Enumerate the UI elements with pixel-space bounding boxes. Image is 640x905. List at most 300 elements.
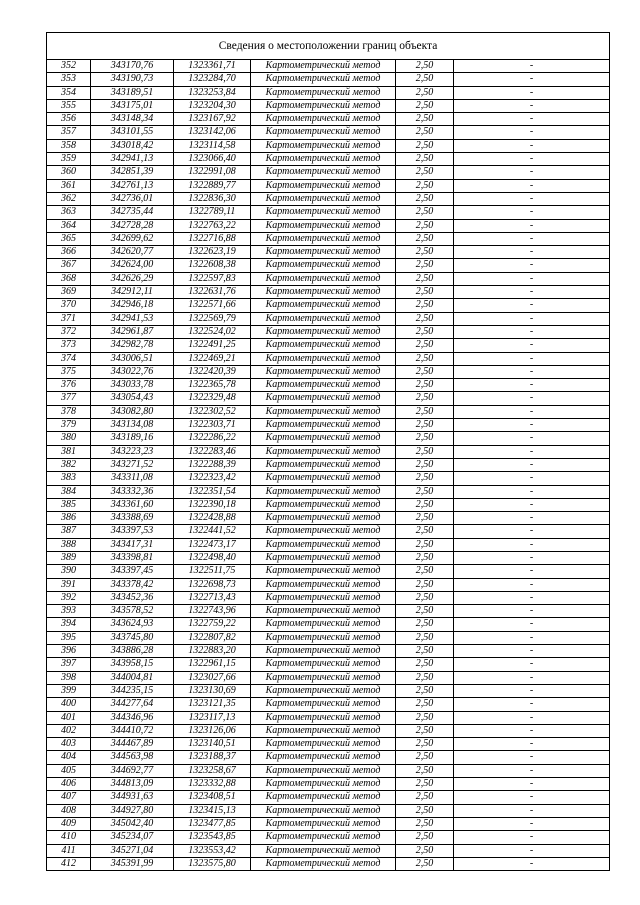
accuracy-cell: 2,50	[396, 512, 454, 525]
method-cell: Картометрический метод	[251, 179, 396, 192]
x-coordinate-cell: 342941,13	[91, 153, 174, 166]
point-number-cell: 400	[47, 698, 91, 711]
point-number-cell: 382	[47, 458, 91, 471]
description-cell: -	[454, 458, 610, 471]
x-coordinate-cell: 342626,29	[91, 272, 174, 285]
y-coordinate-cell: 1322608,38	[174, 259, 251, 272]
table-row	[47, 126, 610, 139]
description-cell: -	[454, 764, 610, 777]
method-cell: Картометрический метод	[251, 458, 396, 471]
accuracy-cell: 2,50	[396, 631, 454, 644]
table-row	[47, 432, 610, 445]
description-cell: -	[454, 272, 610, 285]
accuracy-cell: 2,50	[396, 684, 454, 697]
accuracy-cell: 2,50	[396, 139, 454, 152]
table-row	[47, 485, 610, 498]
point-number-cell: 357	[47, 126, 91, 139]
point-number-cell: 402	[47, 724, 91, 737]
y-coordinate-cell: 1322288,39	[174, 458, 251, 471]
description-cell: -	[454, 738, 610, 751]
point-number-cell: 367	[47, 259, 91, 272]
table-row	[47, 498, 610, 511]
table-title: Сведения о местоположении границ объекта	[47, 33, 610, 60]
point-number-cell: 369	[47, 286, 91, 299]
accuracy-cell: 2,50	[396, 379, 454, 392]
accuracy-cell: 2,50	[396, 791, 454, 804]
description-cell: -	[454, 565, 610, 578]
description-cell: -	[454, 445, 610, 458]
x-coordinate-cell: 344004,81	[91, 671, 174, 684]
table-row	[47, 844, 610, 857]
table-row	[47, 831, 610, 844]
accuracy-cell: 2,50	[396, 591, 454, 604]
point-number-cell: 395	[47, 631, 91, 644]
x-coordinate-cell: 343332,36	[91, 485, 174, 498]
method-cell: Картометрический метод	[251, 831, 396, 844]
point-number-cell: 376	[47, 379, 91, 392]
point-number-cell: 359	[47, 153, 91, 166]
table-row	[47, 684, 610, 697]
accuracy-cell: 2,50	[396, 405, 454, 418]
point-number-cell: 381	[47, 445, 91, 458]
description-cell: -	[454, 139, 610, 152]
x-coordinate-cell: 343189,16	[91, 432, 174, 445]
description-cell: -	[454, 365, 610, 378]
accuracy-cell: 2,50	[396, 60, 454, 73]
x-coordinate-cell: 343398,81	[91, 551, 174, 564]
x-coordinate-cell: 342624,00	[91, 259, 174, 272]
y-coordinate-cell: 1323188,37	[174, 751, 251, 764]
table-row	[47, 379, 610, 392]
accuracy-cell: 2,50	[396, 166, 454, 179]
x-coordinate-cell: 344563,98	[91, 751, 174, 764]
method-cell: Картометрический метод	[251, 392, 396, 405]
accuracy-cell: 2,50	[396, 339, 454, 352]
y-coordinate-cell: 1323575,80	[174, 857, 251, 870]
point-number-cell: 364	[47, 219, 91, 232]
method-cell: Картометрический метод	[251, 658, 396, 671]
x-coordinate-cell: 344692,77	[91, 764, 174, 777]
table-row	[47, 73, 610, 86]
y-coordinate-cell: 1323117,13	[174, 711, 251, 724]
y-coordinate-cell: 1322420,39	[174, 365, 251, 378]
point-number-cell: 370	[47, 299, 91, 312]
accuracy-cell: 2,50	[396, 286, 454, 299]
table-row	[47, 419, 610, 432]
method-cell: Картометрический метод	[251, 299, 396, 312]
x-coordinate-cell: 344346,96	[91, 711, 174, 724]
table-row	[47, 139, 610, 152]
x-coordinate-cell: 343886,28	[91, 645, 174, 658]
method-cell: Картометрический метод	[251, 339, 396, 352]
accuracy-cell: 2,50	[396, 113, 454, 126]
accuracy-cell: 2,50	[396, 325, 454, 338]
y-coordinate-cell: 1323066,40	[174, 153, 251, 166]
table-row	[47, 113, 610, 126]
point-number-cell: 393	[47, 605, 91, 618]
description-cell: -	[454, 232, 610, 245]
accuracy-cell: 2,50	[396, 698, 454, 711]
method-cell: Картометрический метод	[251, 405, 396, 418]
x-coordinate-cell: 342941,53	[91, 312, 174, 325]
description-cell: -	[454, 817, 610, 830]
description-cell: -	[454, 192, 610, 205]
point-number-cell: 406	[47, 778, 91, 791]
accuracy-cell: 2,50	[396, 738, 454, 751]
table-row	[47, 153, 610, 166]
table-row	[47, 445, 610, 458]
point-number-cell: 399	[47, 684, 91, 697]
table-row	[47, 365, 610, 378]
method-cell: Картометрический метод	[251, 272, 396, 285]
y-coordinate-cell: 1322743,96	[174, 605, 251, 618]
method-cell: Картометрический метод	[251, 192, 396, 205]
accuracy-cell: 2,50	[396, 179, 454, 192]
description-cell: -	[454, 60, 610, 73]
method-cell: Картометрический метод	[251, 804, 396, 817]
point-number-cell: 389	[47, 551, 91, 564]
point-number-cell: 377	[47, 392, 91, 405]
point-number-cell: 407	[47, 791, 91, 804]
method-cell: Картометрический метод	[251, 166, 396, 179]
method-cell: Картометрический метод	[251, 684, 396, 697]
point-number-cell: 368	[47, 272, 91, 285]
method-cell: Картометрический метод	[251, 711, 396, 724]
description-cell: -	[454, 724, 610, 737]
x-coordinate-cell: 343134,08	[91, 419, 174, 432]
method-cell: Картометрический метод	[251, 432, 396, 445]
description-cell: -	[454, 831, 610, 844]
table-row	[47, 551, 610, 564]
y-coordinate-cell: 1323415,13	[174, 804, 251, 817]
table-row	[47, 325, 610, 338]
x-coordinate-cell: 342851,39	[91, 166, 174, 179]
y-coordinate-cell: 1322303,71	[174, 419, 251, 432]
description-cell: -	[454, 698, 610, 711]
point-number-cell: 388	[47, 538, 91, 551]
table-row	[47, 525, 610, 538]
x-coordinate-cell: 343101,55	[91, 126, 174, 139]
y-coordinate-cell: 1322491,25	[174, 339, 251, 352]
y-coordinate-cell: 1322759,22	[174, 618, 251, 631]
x-coordinate-cell: 343189,51	[91, 86, 174, 99]
x-coordinate-cell: 342699,62	[91, 232, 174, 245]
point-number-cell: 390	[47, 565, 91, 578]
point-number-cell: 403	[47, 738, 91, 751]
x-coordinate-cell: 342961,87	[91, 325, 174, 338]
x-coordinate-cell: 343190,73	[91, 73, 174, 86]
x-coordinate-cell: 345042,40	[91, 817, 174, 830]
x-coordinate-cell: 343033,78	[91, 379, 174, 392]
y-coordinate-cell: 1322597,83	[174, 272, 251, 285]
method-cell: Картометрический метод	[251, 551, 396, 564]
accuracy-cell: 2,50	[396, 658, 454, 671]
description-cell: -	[454, 605, 610, 618]
x-coordinate-cell: 343022,76	[91, 365, 174, 378]
point-number-cell: 354	[47, 86, 91, 99]
table-row	[47, 312, 610, 325]
x-coordinate-cell: 342620,77	[91, 246, 174, 259]
accuracy-cell: 2,50	[396, 392, 454, 405]
x-coordinate-cell: 343006,51	[91, 352, 174, 365]
point-number-cell: 384	[47, 485, 91, 498]
method-cell: Картометрический метод	[251, 419, 396, 432]
method-cell: Картометрический метод	[251, 778, 396, 791]
description-cell: -	[454, 113, 610, 126]
accuracy-cell: 2,50	[396, 538, 454, 551]
table-row	[47, 591, 610, 604]
description-cell: -	[454, 525, 610, 538]
method-cell: Картометрический метод	[251, 259, 396, 272]
y-coordinate-cell: 1323140,51	[174, 738, 251, 751]
x-coordinate-cell: 343745,80	[91, 631, 174, 644]
description-cell: -	[454, 804, 610, 817]
table-row	[47, 791, 610, 804]
point-number-cell: 405	[47, 764, 91, 777]
method-cell: Картометрический метод	[251, 645, 396, 658]
method-cell: Картометрический метод	[251, 153, 396, 166]
accuracy-cell: 2,50	[396, 751, 454, 764]
description-cell: -	[454, 325, 610, 338]
accuracy-cell: 2,50	[396, 219, 454, 232]
method-cell: Картометрический метод	[251, 286, 396, 299]
table-row	[47, 631, 610, 644]
description-cell: -	[454, 751, 610, 764]
y-coordinate-cell: 1322889,77	[174, 179, 251, 192]
table-row	[47, 671, 610, 684]
table-row	[47, 857, 610, 870]
y-coordinate-cell: 1322631,76	[174, 286, 251, 299]
description-cell: -	[454, 538, 610, 551]
table-row	[47, 724, 610, 737]
description-cell: -	[454, 485, 610, 498]
point-number-cell: 409	[47, 817, 91, 830]
method-cell: Картометрический метод	[251, 86, 396, 99]
table-row	[47, 605, 610, 618]
x-coordinate-cell: 343311,08	[91, 472, 174, 485]
point-number-cell: 360	[47, 166, 91, 179]
description-cell: -	[454, 711, 610, 724]
table-title-row	[47, 33, 610, 60]
method-cell: Картометрический метод	[251, 698, 396, 711]
y-coordinate-cell: 1323204,30	[174, 99, 251, 112]
y-coordinate-cell: 1323408,51	[174, 791, 251, 804]
accuracy-cell: 2,50	[396, 126, 454, 139]
description-cell: -	[454, 844, 610, 857]
method-cell: Картометрический метод	[251, 618, 396, 631]
method-cell: Картометрический метод	[251, 445, 396, 458]
x-coordinate-cell: 343397,53	[91, 525, 174, 538]
accuracy-cell: 2,50	[396, 817, 454, 830]
accuracy-cell: 2,50	[396, 711, 454, 724]
accuracy-cell: 2,50	[396, 831, 454, 844]
method-cell: Картометрический метод	[251, 232, 396, 245]
table-row	[47, 817, 610, 830]
x-coordinate-cell: 344927,80	[91, 804, 174, 817]
y-coordinate-cell: 1323258,67	[174, 764, 251, 777]
table-row	[47, 259, 610, 272]
accuracy-cell: 2,50	[396, 578, 454, 591]
x-coordinate-cell: 343223,23	[91, 445, 174, 458]
accuracy-cell: 2,50	[396, 857, 454, 870]
x-coordinate-cell: 345234,07	[91, 831, 174, 844]
description-cell: -	[454, 312, 610, 325]
accuracy-cell: 2,50	[396, 551, 454, 564]
accuracy-cell: 2,50	[396, 605, 454, 618]
point-number-cell: 392	[47, 591, 91, 604]
table-row	[47, 512, 610, 525]
y-coordinate-cell: 1322469,21	[174, 352, 251, 365]
y-coordinate-cell: 1322789,11	[174, 206, 251, 219]
method-cell: Картометрический метод	[251, 565, 396, 578]
accuracy-cell: 2,50	[396, 153, 454, 166]
accuracy-cell: 2,50	[396, 432, 454, 445]
description-cell: -	[454, 472, 610, 485]
accuracy-cell: 2,50	[396, 206, 454, 219]
y-coordinate-cell: 1323167,92	[174, 113, 251, 126]
table-row	[47, 804, 610, 817]
accuracy-cell: 2,50	[396, 365, 454, 378]
method-cell: Картометрический метод	[251, 671, 396, 684]
y-coordinate-cell: 1322836,30	[174, 192, 251, 205]
x-coordinate-cell: 343082,80	[91, 405, 174, 418]
table-row	[47, 764, 610, 777]
y-coordinate-cell: 1322569,79	[174, 312, 251, 325]
table-row	[47, 339, 610, 352]
y-coordinate-cell: 1323477,85	[174, 817, 251, 830]
table-row	[47, 206, 610, 219]
table-row	[47, 352, 610, 365]
method-cell: Картометрический метод	[251, 844, 396, 857]
y-coordinate-cell: 1323142,06	[174, 126, 251, 139]
method-cell: Картометрический метод	[251, 538, 396, 551]
method-cell: Картометрический метод	[251, 591, 396, 604]
description-cell: -	[454, 645, 610, 658]
x-coordinate-cell: 343397,45	[91, 565, 174, 578]
description-cell: -	[454, 153, 610, 166]
x-coordinate-cell: 342736,01	[91, 192, 174, 205]
x-coordinate-cell: 344410,72	[91, 724, 174, 737]
y-coordinate-cell: 1322883,20	[174, 645, 251, 658]
description-cell: -	[454, 86, 610, 99]
x-coordinate-cell: 343378,42	[91, 578, 174, 591]
table-row	[47, 778, 610, 791]
method-cell: Картометрический метод	[251, 325, 396, 338]
y-coordinate-cell: 1322511,75	[174, 565, 251, 578]
description-cell: -	[454, 578, 610, 591]
x-coordinate-cell: 343452,36	[91, 591, 174, 604]
y-coordinate-cell: 1322807,82	[174, 631, 251, 644]
x-coordinate-cell: 343271,52	[91, 458, 174, 471]
description-cell: -	[454, 339, 610, 352]
table-row	[47, 698, 610, 711]
x-coordinate-cell: 342761,13	[91, 179, 174, 192]
point-number-cell: 378	[47, 405, 91, 418]
table-row	[47, 286, 610, 299]
y-coordinate-cell: 1322390,18	[174, 498, 251, 511]
accuracy-cell: 2,50	[396, 472, 454, 485]
table-row	[47, 458, 610, 471]
point-number-cell: 372	[47, 325, 91, 338]
x-coordinate-cell: 342912,11	[91, 286, 174, 299]
x-coordinate-cell: 345391,99	[91, 857, 174, 870]
y-coordinate-cell: 1322329,48	[174, 392, 251, 405]
y-coordinate-cell: 1322698,73	[174, 578, 251, 591]
accuracy-cell: 2,50	[396, 192, 454, 205]
x-coordinate-cell: 344277,64	[91, 698, 174, 711]
x-coordinate-cell: 343170,76	[91, 60, 174, 73]
y-coordinate-cell: 1323114,58	[174, 139, 251, 152]
y-coordinate-cell: 1322323,42	[174, 472, 251, 485]
x-coordinate-cell: 342946,18	[91, 299, 174, 312]
point-number-cell: 408	[47, 804, 91, 817]
method-cell: Картометрический метод	[251, 206, 396, 219]
description-cell: -	[454, 618, 610, 631]
description-cell: -	[454, 259, 610, 272]
description-cell: -	[454, 684, 610, 697]
table-row	[47, 246, 610, 259]
y-coordinate-cell: 1322286,22	[174, 432, 251, 445]
point-number-cell: 361	[47, 179, 91, 192]
method-cell: Картометрический метод	[251, 99, 396, 112]
accuracy-cell: 2,50	[396, 272, 454, 285]
accuracy-cell: 2,50	[396, 724, 454, 737]
accuracy-cell: 2,50	[396, 419, 454, 432]
x-coordinate-cell: 344931,63	[91, 791, 174, 804]
boundary-table	[46, 32, 610, 871]
document-sheet	[46, 32, 609, 871]
method-cell: Картометрический метод	[251, 817, 396, 830]
table-row	[47, 299, 610, 312]
accuracy-cell: 2,50	[396, 844, 454, 857]
y-coordinate-cell: 1323553,42	[174, 844, 251, 857]
description-cell: -	[454, 512, 610, 525]
point-number-cell: 383	[47, 472, 91, 485]
description-cell: -	[454, 419, 610, 432]
description-cell: -	[454, 73, 610, 86]
method-cell: Картометрический метод	[251, 246, 396, 259]
description-cell: -	[454, 857, 610, 870]
accuracy-cell: 2,50	[396, 259, 454, 272]
table-row	[47, 392, 610, 405]
table-row	[47, 166, 610, 179]
method-cell: Картометрический метод	[251, 139, 396, 152]
x-coordinate-cell: 344235,15	[91, 684, 174, 697]
table-row	[47, 99, 610, 112]
description-cell: -	[454, 591, 610, 604]
method-cell: Картометрический метод	[251, 605, 396, 618]
point-number-cell: 352	[47, 60, 91, 73]
accuracy-cell: 2,50	[396, 671, 454, 684]
method-cell: Картометрический метод	[251, 312, 396, 325]
table-row	[47, 60, 610, 73]
method-cell: Картометрический метод	[251, 472, 396, 485]
boundary-table-body	[47, 33, 610, 871]
point-number-cell: 358	[47, 139, 91, 152]
table-row	[47, 738, 610, 751]
y-coordinate-cell: 1322961,15	[174, 658, 251, 671]
point-number-cell: 411	[47, 844, 91, 857]
accuracy-cell: 2,50	[396, 565, 454, 578]
table-row	[47, 405, 610, 418]
accuracy-cell: 2,50	[396, 99, 454, 112]
point-number-cell: 373	[47, 339, 91, 352]
x-coordinate-cell: 343175,01	[91, 99, 174, 112]
description-cell: -	[454, 791, 610, 804]
accuracy-cell: 2,50	[396, 86, 454, 99]
point-number-cell: 401	[47, 711, 91, 724]
method-cell: Картометрический метод	[251, 113, 396, 126]
